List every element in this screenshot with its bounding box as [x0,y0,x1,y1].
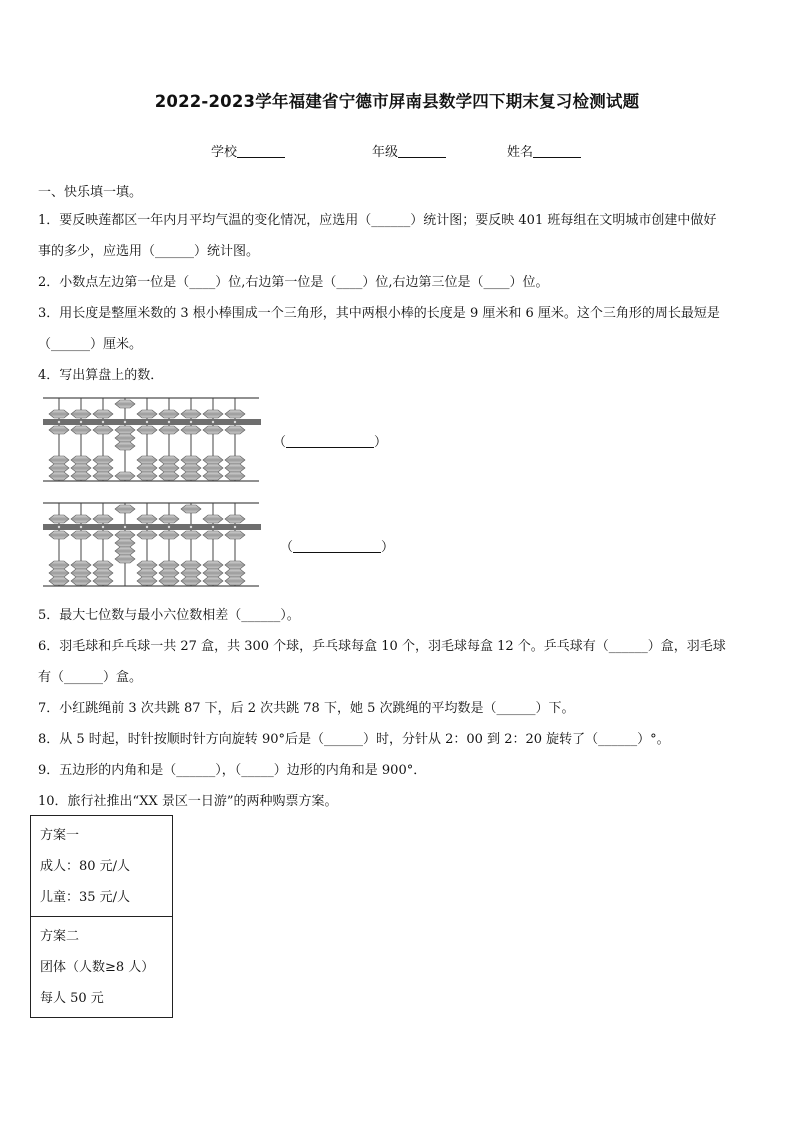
abacus1-lower-bead-6-3 [159,464,179,472]
abacus2-lower-bead-4-3 [115,547,135,555]
abacus2-beam-dot-1 [58,526,60,528]
abacus1-lower-bead-7-2 [181,456,201,464]
abacus2-upper-bead-1 [49,515,69,523]
abacus1-lower-bead-9-1 [225,426,245,434]
abacus1-beam-dot-4 [124,421,126,423]
abacus1-lower-bead-8-4 [203,472,223,480]
abacus2-lower-bead-1-2 [49,561,69,569]
abacus1-upper-bead-4 [115,400,135,408]
abacus2-lower-bead-3-2 [93,561,113,569]
abacus1-lower-bead-7-3 [181,464,201,472]
abacus2-lower-bead-1-4 [49,577,69,585]
abacus1-beam-dot-7 [190,421,192,423]
abacus1-upper-bead-8 [203,410,223,418]
abacus2-lower-bead-6-1 [159,531,179,539]
abacus1-lower-bead-1-2 [49,456,69,464]
abacus1-lower-bead-3-4 [93,472,113,480]
abacus2-beam-dot-4 [124,526,126,528]
abacus1-lower-bead-1-1 [49,426,69,434]
abacus1-beam-dot-8 [212,421,214,423]
ticket-plans-table [30,815,173,1018]
plan-1-adult-price: 成人：80 元/人 [40,859,131,874]
abacus2-lower-bead-7-2 [181,561,201,569]
abacus-diagram-2 [43,500,263,588]
abacus2-lower-bead-4-2 [115,539,135,547]
question-8: 8．从 5 时起，时针按顺时针方向旋转 90°后是（______）时，分针从 2：00 到 2：20 旋转了（______）°。 [38,732,670,747]
abacus1-upper-bead-7 [181,410,201,418]
abacus1-lower-bead-3-1 [93,426,113,434]
abacus1-lower-bead-4-4 [115,472,135,480]
plan-1 [31,816,172,916]
abacus1-lower-bead-8-3 [203,464,223,472]
abacus2-lower-bead-5-2 [137,561,157,569]
abacus2-beam-dot-2 [80,526,82,528]
open-paren: （ [280,540,294,555]
abacus2-lower-bead-3-3 [93,569,113,577]
abacus1-beam-dot-1 [58,421,60,423]
abacus2-lower-bead-8-4 [203,577,223,585]
abacus2-lower-bead-6-2 [159,561,179,569]
abacus1-lower-bead-8-1 [203,426,223,434]
abacus2-lower-bead-3-1 [93,531,113,539]
abacus1-lower-bead-2-3 [71,464,91,472]
abacus2-lower-bead-6-4 [159,577,179,585]
question-5: 5．最大七位数与最小六位数相差（______）。 [38,608,300,623]
abacus2-lower-bead-9-2 [225,561,245,569]
abacus1-lower-bead-9-2 [225,456,245,464]
section-heading: 一、快乐填一填。 [38,185,143,200]
abacus2-lower-bead-4-4 [115,555,135,563]
abacus1-lower-bead-5-2 [137,456,157,464]
abacus1-lower-bead-1-4 [49,472,69,480]
plan-2-group-condition: 团体（人数≥8 人） [40,960,155,975]
close-paren: ） [374,435,388,450]
name-field [507,141,581,160]
abacus2-upper-bead-6 [159,515,179,523]
abacus-2-answer[interactable] [280,536,394,555]
abacus1-upper-bead-9 [225,410,245,418]
abacus2-lower-bead-9-3 [225,569,245,577]
abacus2-lower-bead-5-3 [137,569,157,577]
grade-field [372,141,446,160]
answer-blank[interactable] [293,540,381,553]
abacus1-lower-bead-1-3 [49,464,69,472]
grade-blank[interactable] [398,144,446,158]
abacus2-lower-bead-1-3 [49,569,69,577]
open-paren: （ [273,435,287,450]
abacus2-lower-bead-4-1 [115,531,135,539]
abacus1-lower-bead-6-1 [159,426,179,434]
abacus1-lower-bead-4-3 [115,442,135,450]
close-paren: ） [381,540,395,555]
abacus2-lower-bead-9-1 [225,531,245,539]
name-blank[interactable] [533,144,581,158]
abacus1-lower-bead-4-1 [115,426,135,434]
abacus2-lower-bead-2-4 [71,577,91,585]
question-10: 10．旅行社推出“XX 景区一日游”的两种购票方案。 [38,794,338,809]
plan-2 [31,916,172,1017]
question-1-line-1: 1．要反映莲都区一年内月平均气温的变化情况，应选用（______）统计图；要反映 401 班每组在文明城市创建中做好 [38,213,717,228]
question-4: 4．写出算盘上的数． [38,368,164,383]
school-field [211,141,285,160]
abacus2-lower-bead-8-2 [203,561,223,569]
question-7: 7．小红跳绳前 3 次共跳 87 下，后 2 次共跳 78 下，她 5 次跳绳的平均数是（______）下。 [38,701,575,716]
abacus1-lower-bead-4-2 [115,434,135,442]
abacus2-upper-bead-2 [71,515,91,523]
question-1-line-2: 事的多少，应选用（______）统计图。 [38,244,260,259]
plan-2-group-price: 每人 50 元 [40,991,104,1006]
grade-label: 年级 [372,145,399,160]
answer-blank[interactable] [286,435,374,448]
abacus2-lower-bead-2-2 [71,561,91,569]
abacus1-lower-bead-6-2 [159,456,179,464]
abacus2-beam-dot-9 [234,526,236,528]
abacus1-lower-bead-3-3 [93,464,113,472]
abacus2-lower-bead-6-3 [159,569,179,577]
abacus2-lower-bead-3-4 [93,577,113,585]
abacus1-upper-bead-3 [93,410,113,418]
abacus2-lower-bead-9-4 [225,577,245,585]
abacus2-beam-dot-7 [190,526,192,528]
abacus1-lower-bead-9-4 [225,472,245,480]
abacus2-beam-dot-6 [168,526,170,528]
abacus-diagram-1 [43,395,263,483]
plan-1-name: 方案一 [40,828,80,843]
abacus2-lower-bead-5-4 [137,577,157,585]
question-9: 9．五边形的内角和是（______），（_____）边形的内角和是 900°． [38,763,427,778]
question-2: 2．小数点左边第一位是（____）位,右边第一位是（____）位,右边第三位是（____）位。 [38,275,549,290]
abacus1-lower-bead-2-4 [71,472,91,480]
abacus1-lower-bead-3-2 [93,456,113,464]
question-3-line-2: （______）厘米。 [38,337,143,352]
abacus2-lower-bead-8-1 [203,531,223,539]
abacus1-beam-dot-2 [80,421,82,423]
abacus2-beam-dot-5 [146,526,148,528]
abacus1-lower-bead-6-4 [159,472,179,480]
page-title: 2022-2023学年福建省宁德市屏南县数学四下期末复习检测试题 [154,92,640,111]
abacus1-lower-bead-5-3 [137,464,157,472]
abacus2-lower-bead-7-4 [181,577,201,585]
abacus1-lower-bead-2-2 [71,456,91,464]
plan-2-name: 方案二 [40,929,80,944]
abacus2-lower-bead-2-3 [71,569,91,577]
abacus2-lower-bead-8-3 [203,569,223,577]
question-3-line-1: 3．用长度是整厘米数的 3 根小棒围成一个三角形，其中两根小棒的长度是 9 厘米和 6 厘米。这个三角形的周长最短是 [38,306,720,321]
abacus2-upper-bead-4 [115,505,135,513]
abacus1-upper-bead-1 [49,410,69,418]
abacus2-upper-bead-3 [93,515,113,523]
question-6-line-1: 6．羽毛球和乒乓球一共 27 盒，共 300 个球，乒乓球每盒 10 个，羽毛球每盒 12 个。乒乓球有（______）盒，羽毛球 [38,639,726,654]
name-label: 姓名 [507,145,534,160]
abacus2-beam-dot-8 [212,526,214,528]
abacus2-lower-bead-2-1 [71,531,91,539]
abacus2-lower-bead-7-3 [181,569,201,577]
abacus2-upper-bead-5 [137,515,157,523]
abacus2-lower-bead-7-1 [181,531,201,539]
abacus1-upper-bead-6 [159,410,179,418]
abacus2-beam [43,524,261,530]
abacus2-upper-bead-7 [181,505,201,513]
abacus1-beam [43,419,261,425]
school-label: 学校 [211,145,238,160]
abacus-1-answer[interactable] [273,431,387,450]
plan-1-child-price: 儿童：35 元/人 [40,890,131,905]
abacus2-lower-bead-1-1 [49,531,69,539]
abacus1-lower-bead-9-3 [225,464,245,472]
school-blank[interactable] [237,144,285,158]
abacus1-lower-bead-8-2 [203,456,223,464]
abacus1-lower-bead-2-1 [71,426,91,434]
question-6-line-2: 有（______）盒。 [38,670,143,685]
abacus1-lower-bead-7-1 [181,426,201,434]
abacus2-lower-bead-5-1 [137,531,157,539]
abacus1-lower-bead-5-1 [137,426,157,434]
abacus2-beam-dot-3 [102,526,104,528]
abacus1-lower-bead-7-4 [181,472,201,480]
abacus1-beam-dot-9 [234,421,236,423]
abacus1-upper-bead-2 [71,410,91,418]
abacus1-beam-dot-6 [168,421,170,423]
abacus1-beam-dot-3 [102,421,104,423]
abacus2-upper-bead-8 [203,515,223,523]
abacus1-beam-dot-5 [146,421,148,423]
abacus1-lower-bead-5-4 [137,472,157,480]
abacus1-upper-bead-5 [137,410,157,418]
abacus2-upper-bead-9 [225,515,245,523]
